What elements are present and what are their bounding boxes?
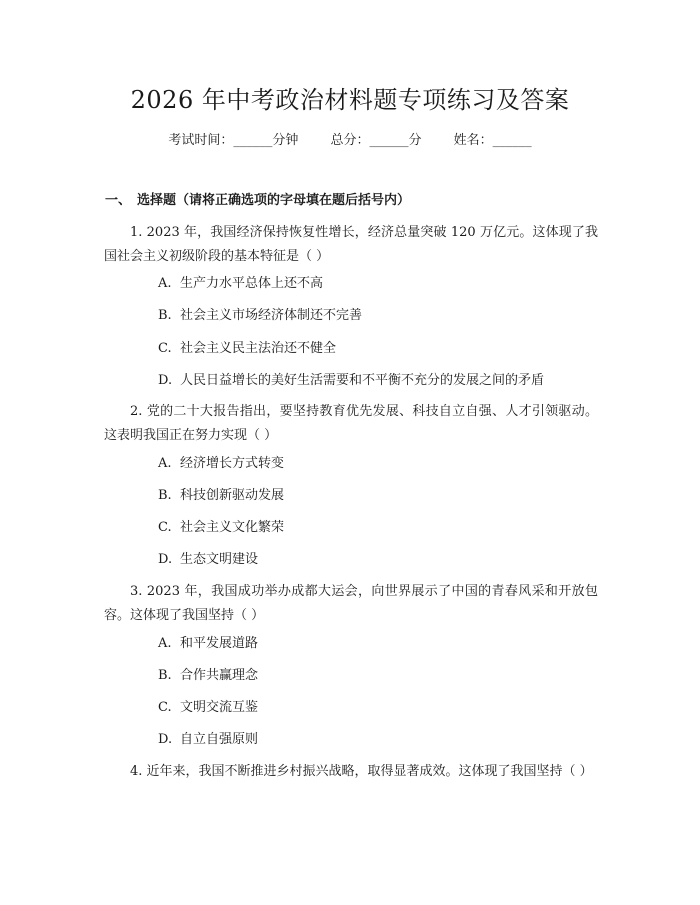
section-heading [105,191,410,211]
option-text: 人民日益增长的美好生活需要和不平衡不充分的发展之间的矛盾 [180,373,545,388]
option-letter: B. [158,488,172,503]
option-letter: D. [158,552,173,567]
answer-option [158,274,323,294]
question-stem: 2. 党的二十大报告指出，要坚持教育优先发展、科技自立自强、人才引领驱动。这表明我国正在努力实现（ ） [104,404,598,443]
option-letter: D. [158,732,173,747]
option-text: 合作共赢理念 [180,668,259,683]
document-title: 2026 年中考政治材料题专项练习及答案 [130,86,570,114]
option-letter: B. [158,668,172,683]
answer-option [158,698,258,718]
option-letter: A. [158,636,172,651]
question-stem: 3. 2023 年，我国成功举办成都大运会，向世界展示了中国的青春风采和开放包容。这体现了我国坚持（ ） [104,584,598,623]
answer-option [158,454,284,474]
answer-option [158,634,258,654]
option-letter: C. [158,341,172,356]
option-text: 自立自强原则 [180,732,259,747]
question-stem: 4. 近年来，我国不断推进乡村振兴战略，取得显著成效。这体现了我国坚持（ ） [130,764,593,779]
answer-option [158,518,284,538]
answer-option [158,339,336,359]
option-letter: A. [158,456,172,471]
option-text: 经济增长方式转变 [180,456,285,471]
option-letter: C. [158,700,172,715]
answer-option [158,486,284,506]
section-heading-text: 选择题（请将正确选项的字母填在题后括号内） [137,193,411,208]
exam-info [0,131,700,151]
question-stem: 1. 2023 年，我国经济保持恢复性增长，经济总量突破 120 万亿元。这体现了我国社会主义初级阶段的基本特征是（ ） [104,225,598,264]
option-text: 和平发展道路 [180,636,259,651]
student-name-field: 姓名：______ [453,133,532,148]
answer-option [158,306,362,326]
option-text: 生产力水平总体上还不高 [180,276,324,291]
option-text: 文明交流互鉴 [180,700,259,715]
option-letter: A. [158,276,172,291]
option-text: 社会主义文化繁荣 [180,520,285,535]
option-text: 社会主义民主法治还不健全 [180,341,337,356]
answer-option [158,730,258,750]
option-letter: D. [158,373,173,388]
section-number: 一、 [105,193,132,208]
answer-option [158,550,258,570]
option-letter: C. [158,520,172,535]
option-text: 科技创新驱动发展 [180,488,285,503]
option-text: 社会主义市场经济体制还不完善 [180,308,363,323]
option-letter: B. [158,308,172,323]
option-text: 生态文明建设 [180,552,259,567]
answer-option [158,666,258,686]
answer-option [158,371,544,391]
exam-time-field: 考试时间：______分钟 [168,133,299,148]
total-score-field: 总分：______分 [330,133,422,148]
